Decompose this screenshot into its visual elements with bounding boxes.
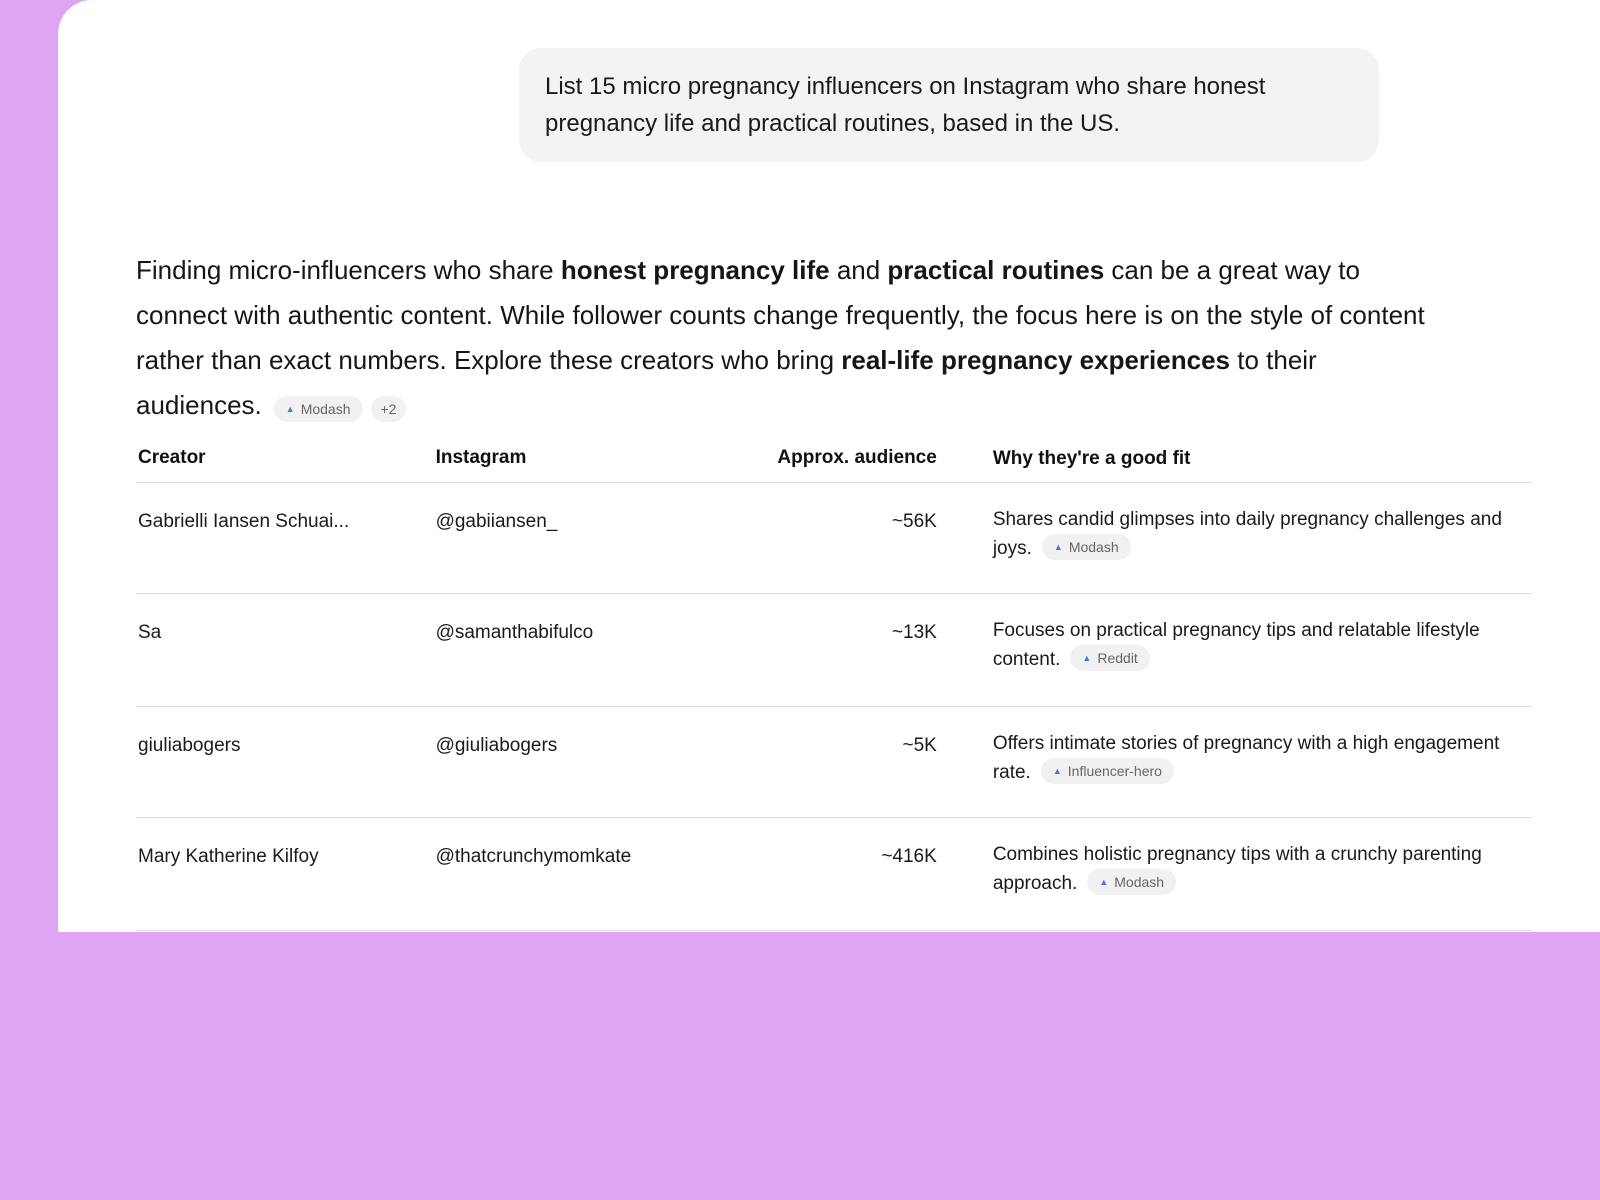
answer-text: can be a great way to connect with authentic content. While follower counts change frequently, the focus here is on the style of content rather than exact numbers. Explore these creators who bring [136,255,1425,375]
instagram-handle: @gabiiansen_ [435,511,558,532]
instagram-handle: @giuliabogers [435,735,558,756]
source-chip-label: Modash [300,401,351,417]
chat-panel [58,0,1600,932]
answer-bold: practical routines [887,255,1105,285]
source-favicon-icon: ▲ [1082,652,1092,663]
source-chip[interactable] [1070,645,1149,671]
col-header-creator: Creator [138,447,206,468]
col-header-fit: Why they're a good fit [992,447,1191,469]
creator-name: Gabrielli Iansen Schuai... [138,511,350,532]
more-sources-chip[interactable]: +2 [371,396,407,422]
audience-size: ~5K [902,735,937,756]
source-chip[interactable] [1041,758,1174,784]
table-row [136,818,1532,931]
fit-text: Offers intimate stories of pregnancy with a high engagement rate. [992,733,1500,783]
table-row [136,594,1532,707]
source-favicon-icon: ▲ [285,404,295,414]
source-favicon-icon: ▲ [1099,876,1109,887]
col-header-audience: Approx. audience [777,447,937,468]
source-chip-label: Modash [1068,538,1119,555]
creator-name: Mary Katherine Kilfoy [138,846,319,867]
answer-text: to their audiences. [136,345,1317,420]
answer-bold: honest pregnancy life [560,255,830,285]
source-favicon-icon: ▲ [1052,765,1062,776]
audience-size: ~13K [891,622,937,643]
fit-cell [993,483,1532,593]
answer-text: Finding micro-influencers who share [136,255,561,285]
fit-cell [993,707,1532,817]
answer-bold: real-life pregnancy experiences [841,345,1230,375]
fit-text: Focuses on practical pregnancy tips and relatable lifestyle content. [992,620,1480,670]
instagram-handle: @samanthabifulco [435,622,594,643]
answer-text: and [829,255,888,285]
source-favicon-icon: ▲ [1053,541,1063,552]
fit-cell [993,818,1532,930]
table-header [136,434,1532,483]
answer-sources [274,398,407,424]
audience-size: ~56K [891,511,937,532]
source-chip[interactable] [1042,534,1131,560]
creator-name: giuliabogers [138,735,241,756]
creator-name: Sa [138,622,162,643]
source-chip-label: Reddit [1097,649,1138,666]
source-chip-label: Influencer-hero [1067,762,1162,779]
source-chip-label: Modash [1114,873,1165,890]
fit-cell [993,594,1532,706]
table-row [136,483,1532,594]
fit-text: Shares candid glimpses into daily pregnancy challenges and joys. [992,509,1502,559]
fit-text: Combines holistic pregnancy tips with a crunchy parenting approach. [992,844,1482,894]
audience-size: ~416K [881,846,937,867]
assistant-answer [136,248,1446,428]
instagram-handle: @thatcrunchymomkate [435,846,632,867]
influencer-table [136,434,1532,931]
source-chip[interactable] [274,396,363,422]
source-chip[interactable] [1087,869,1176,895]
table-row [136,707,1532,818]
col-header-instagram: Instagram [435,447,527,468]
user-message: List 15 micro pregnancy influencers on Instagram who share honest pregnancy life and practical routines, based in the US. [519,48,1379,162]
